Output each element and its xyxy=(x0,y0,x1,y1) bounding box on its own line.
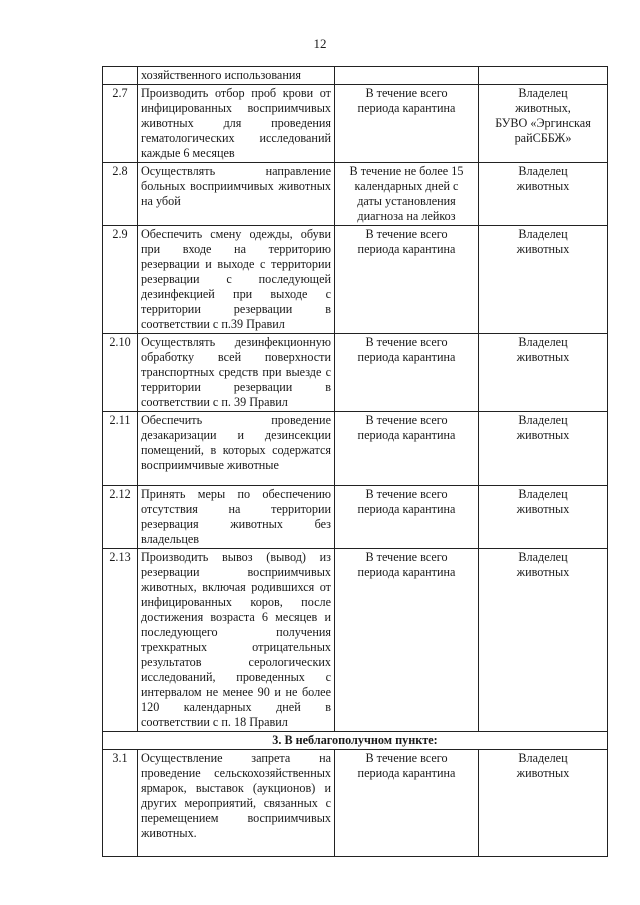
term-cell xyxy=(335,334,479,412)
table-row xyxy=(103,549,608,732)
term-cell xyxy=(335,486,479,549)
term-text: В течение всего периода карантина xyxy=(357,86,456,115)
responsible-cell xyxy=(479,486,608,549)
measures-table xyxy=(102,66,608,857)
action-cell: Осуществление запрета на проведение сельскохозяйственных ярмарок, выставок (аукционов) и других мероприятий, связанных с перемещением восприимчивых животных. xyxy=(138,750,335,857)
term-cell xyxy=(335,750,479,857)
table-row xyxy=(103,85,608,163)
responsible-cell xyxy=(479,750,608,857)
responsible-text: Владелец животных xyxy=(516,413,570,442)
table-row xyxy=(103,412,608,486)
row-number xyxy=(103,67,138,85)
row-number: 3.1 xyxy=(103,750,138,857)
responsible-cell xyxy=(479,334,608,412)
responsible-cell xyxy=(479,412,608,486)
action-cell: Осуществлять дезинфекционную обработку всей поверхности транспортных средств при выезде с территории резервации в соответствии с п. 39 Правил xyxy=(138,334,335,412)
term-cell xyxy=(335,549,479,732)
responsible-cell xyxy=(479,549,608,732)
row-number: 2.9 xyxy=(103,226,138,334)
term-text: В течение всего периода карантина xyxy=(357,413,456,442)
term-text: В течение не более 15 календарных дней с даты установления диагноза на лейкоз xyxy=(349,164,464,223)
page-number: 12 xyxy=(313,36,327,51)
action-cell: Производить вывоз (вывод) из резервации восприимчивых животных, включая родившихся от инфицированных коров, после достижения возраста 6 месяцев и последующего получения трехкратных отрицательных результатов серологических исследований, проведенных с интервалом не менее 90 и не более 120 календарных дней в соответствии с п. 18 Правил xyxy=(138,549,335,732)
term-cell xyxy=(335,412,479,486)
row-number: 2.13 xyxy=(103,549,138,732)
responsible-cell xyxy=(479,67,608,85)
responsible-cell xyxy=(479,85,608,163)
responsible-cell xyxy=(479,226,608,334)
responsible-text: Владелец животных xyxy=(516,227,570,256)
row-number: 2.7 xyxy=(103,85,138,163)
term-text: В течение всего периода карантина xyxy=(357,335,456,364)
table-row xyxy=(103,334,608,412)
action-cell: Обеспечить смену одежды, обуви при входе на территорию резервации и выходе с территории резервации с последующей дезинфекцией при выходе с территории резервации в соответствии с п.39 Правил xyxy=(138,226,335,334)
action-cell: хозяйственного использования xyxy=(138,67,335,85)
responsible-text: Владелец животных xyxy=(516,751,570,780)
table-row xyxy=(103,67,608,85)
term-text: В течение всего периода карантина xyxy=(357,487,456,516)
term-cell xyxy=(335,226,479,334)
action-cell: Обеспечить проведение дезакаризации и дезинсекции помещений, в которых содержатся восприимчивые животные xyxy=(138,412,335,486)
action-cell: Принять меры по обеспечению отсутствия на территории резервация животных без владельцев xyxy=(138,486,335,549)
row-number: 2.11 xyxy=(103,412,138,486)
term-cell xyxy=(335,163,479,226)
action-cell: Осуществлять направление больных восприимчивых животных на убой xyxy=(138,163,335,226)
responsible-text: Владелец животных xyxy=(516,550,570,579)
table-row xyxy=(103,163,608,226)
responsible-text: Владелец животных xyxy=(516,335,570,364)
section-row xyxy=(103,732,608,750)
responsible-cell xyxy=(479,163,608,226)
term-cell xyxy=(335,67,479,85)
responsible-text: Владелец животных xyxy=(516,164,570,193)
table-row xyxy=(103,226,608,334)
responsible-text: Владелец животных xyxy=(516,487,570,516)
term-cell xyxy=(335,85,479,163)
table-row xyxy=(103,750,608,857)
action-cell: Производить отбор проб крови от инфицированных восприимчивых животных для проведения гематологических исследований каждые 6 месяцев xyxy=(138,85,335,163)
row-number: 2.10 xyxy=(103,334,138,412)
responsible-text: Владелец животных, БУВО «Эргинская райСББЖ» xyxy=(495,86,591,145)
term-text: В течение всего периода карантина xyxy=(357,550,456,579)
term-text: В течение всего периода карантина xyxy=(357,751,456,780)
term-text: В течение всего периода карантина xyxy=(357,227,456,256)
row-number: 2.12 xyxy=(103,486,138,549)
row-number: 2.8 xyxy=(103,163,138,226)
section-heading: 3. В неблагополучном пункте: xyxy=(103,732,608,750)
table-row xyxy=(103,486,608,549)
